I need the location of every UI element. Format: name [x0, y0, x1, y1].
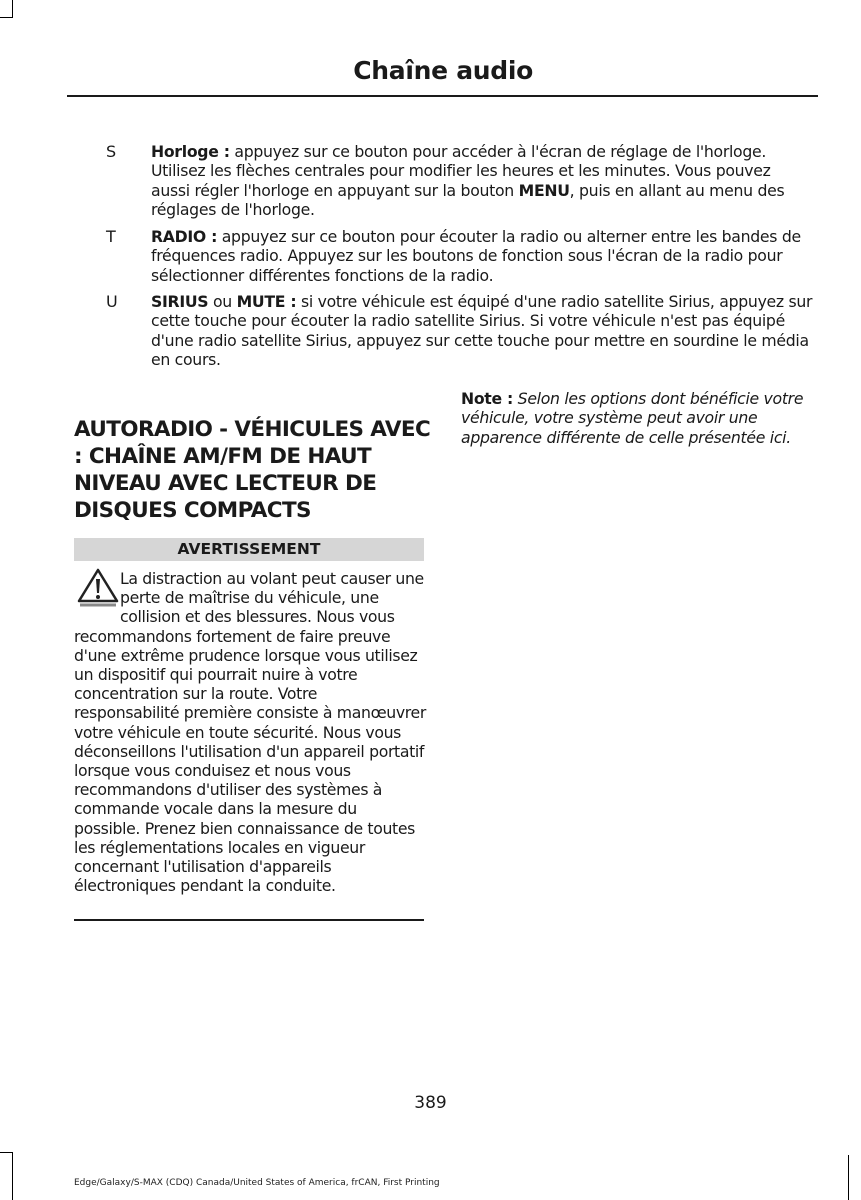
item-description: [151, 227, 813, 285]
item-keyword: MUTE :: [236, 292, 297, 311]
item-description: [151, 292, 813, 369]
item-text: appuyez sur ce bouton pour écouter la radio ou alterner entre les bandes de fréquences radio. Appuyez sur les boutons de fonction sous l'écran de la radio pour sélectionner différentes fonctions de la radio.: [151, 227, 801, 285]
crop-mark: [12, 1152, 13, 1200]
item-letter: T: [106, 227, 116, 246]
note-label: Note :: [461, 389, 513, 408]
item-description: [151, 142, 813, 219]
crop-mark: [0, 1152, 13, 1153]
page-number: 389: [414, 1093, 447, 1113]
footer-text: Edge/Galaxy/S-MAX (CDQ) Canada/United States of America, frCAN, First Printing: [74, 1178, 440, 1188]
warning-text: [74, 569, 426, 895]
crop-mark: [848, 1155, 849, 1200]
crop-mark: [0, 17, 13, 18]
item-text: ou: [208, 292, 237, 311]
item-text: , puis en allant au menu des réglages de l'horloge.: [151, 180, 785, 219]
item-text: appuyez sur ce bouton pour accéder à l'écran de réglage de l'horloge. Utilisez les flèches centrales pour modifier les heures et les minutes. Vous pouvez aussi régler l'horloge en appuyant sur la bouton: [151, 142, 771, 200]
item-letter: U: [106, 292, 118, 311]
warning-title: AVERTISSEMENT: [74, 538, 424, 561]
item-text: si votre véhicule est équipé d'une radio satellite Sirius, appuyez sur cette touche pour écouter la radio satellite Sirius. Si votre véhicule n'est pas équipé d'une radio satellite Sirius, appuyez sur cette touche pour mettre en sourdine le média en cours.: [151, 292, 813, 369]
item-keyword: MENU: [518, 180, 570, 200]
note-text: Selon les options dont bénéficie votre véhicule, votre système peut avoir une apparence différente de celle présentée ici.: [461, 389, 804, 447]
item-letter: S: [106, 142, 117, 161]
item-keyword: Horloge :: [151, 142, 230, 161]
crop-mark: [12, 0, 13, 18]
item-keyword: RADIO :: [151, 227, 218, 246]
page-title: Chaîne audio: [353, 56, 533, 85]
warning-divider: [74, 919, 424, 921]
header-divider: [67, 95, 818, 97]
section-heading: AUTORADIO - VÉHICULES AVEC : CHAÎNE AM/FM DE HAUT NIVEAU AVEC LECTEUR DE DISQUES COMPACTS: [74, 417, 431, 523]
note: [461, 389, 817, 447]
item-keyword: SIRIUS: [151, 292, 209, 311]
warning-text-content: La distraction au volant peut causer une perte de maîtrise du véhicule, une collision et des blessures. Nous vous recommandons fortement de faire preuve d'une extrême prudence lorsque vous utilisez un dispositif qui pourrait nuire à votre concentration sur la route. Votre responsabilité première consiste à manœuvrer votre véhicule en toute sécurité. Nous vous déconseillons l'utilisation d'un appareil portatif lorsque vous conduisez et nous vous recommandons d'utiliser des systèmes à commande vocale dans la mesure du possible. Prenez bien connaissance de toutes les réglementations locales en vigueur concernant l'utilisation d'appareils électroniques pendant la conduite.: [74, 569, 426, 896]
